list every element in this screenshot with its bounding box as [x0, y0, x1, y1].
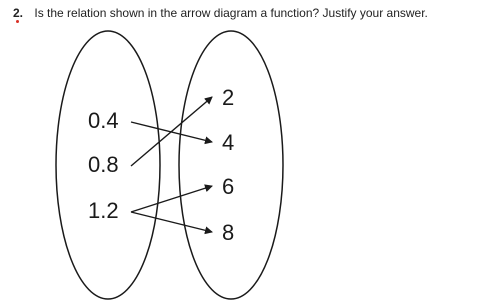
mapping-arrows [131, 97, 212, 232]
range-value: 2 [222, 85, 235, 110]
mapping-arrow [131, 186, 212, 212]
range-value: 4 [222, 130, 235, 155]
range-value: 8 [222, 220, 235, 245]
question-number: 2. [13, 6, 23, 20]
range-value: 6 [222, 174, 235, 199]
mapping-arrow [131, 212, 212, 232]
domain-value: 0.4 [88, 108, 119, 133]
domain-value: 0.8 [88, 152, 119, 177]
mapping-arrow [131, 97, 212, 166]
domain-value: 1.2 [88, 198, 119, 223]
range-oval [179, 31, 283, 299]
question-text: Is the relation shown in the arrow diagram a function? Justify your answer. [34, 6, 428, 20]
